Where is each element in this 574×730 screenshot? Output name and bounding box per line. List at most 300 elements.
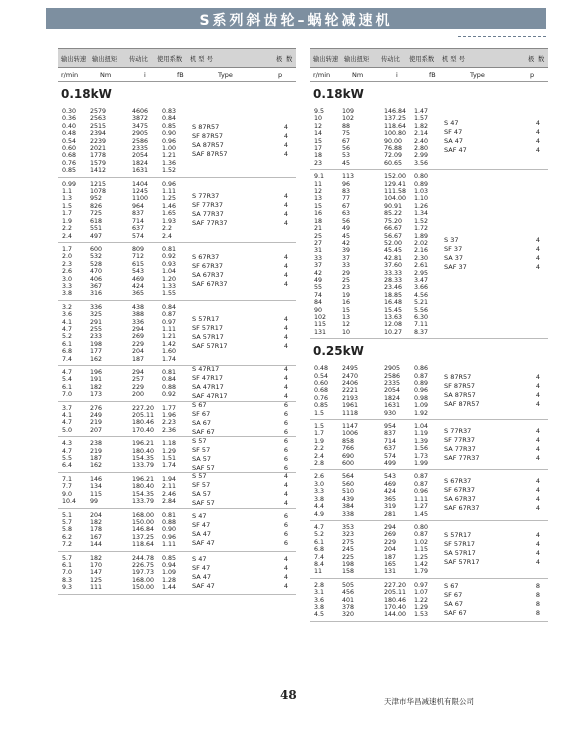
speed-value: 7.0 bbox=[62, 391, 73, 399]
service-factor-value: 0.84 bbox=[162, 303, 177, 311]
speed-value: 49 bbox=[314, 276, 323, 284]
table-group bbox=[58, 178, 296, 243]
model-type: SA 47R17 bbox=[192, 383, 224, 392]
service-factor-value: 1.18 bbox=[162, 440, 177, 448]
service-factor-value: 0.81 bbox=[162, 511, 177, 519]
service-factor-value: 1.04 bbox=[414, 423, 429, 431]
pole-count: 4 bbox=[283, 499, 288, 508]
service-factor-value: 1.52 bbox=[162, 167, 177, 175]
speed-column bbox=[310, 173, 342, 336]
pole-count: 4 bbox=[283, 218, 288, 227]
torque-value: 173 bbox=[90, 391, 103, 399]
speed-column bbox=[58, 476, 90, 506]
ratio-value: 23.46 bbox=[384, 284, 403, 292]
ratio-value: 543 bbox=[132, 268, 145, 276]
ratio-value: 33.33 bbox=[384, 269, 403, 277]
torque-value: 1006 bbox=[342, 430, 359, 438]
model-row bbox=[444, 128, 540, 137]
service-factor-value: 2.02 bbox=[414, 239, 429, 247]
model-type: SA 67 bbox=[192, 418, 212, 427]
model-type: SA 67R37 bbox=[444, 495, 476, 504]
model-type: SF 77R37 bbox=[444, 435, 475, 444]
ratio-value: 205.11 bbox=[132, 412, 155, 420]
service-factor-value: 1.89 bbox=[414, 232, 429, 240]
speed-value: 2.3 bbox=[62, 260, 73, 268]
speed-value: 3.2 bbox=[62, 303, 73, 311]
ratio-value: 615 bbox=[132, 260, 145, 268]
model-types bbox=[444, 470, 540, 519]
service-factor-value: 1.57 bbox=[414, 115, 429, 123]
speed-value: 8.4 bbox=[314, 560, 325, 568]
ratio-value: 637 bbox=[132, 225, 145, 233]
speed-value: 6.1 bbox=[62, 561, 73, 569]
table-group bbox=[310, 470, 548, 520]
speed-column bbox=[58, 405, 90, 435]
ratio-value: 196.21 bbox=[132, 440, 155, 448]
service-factor-value: 1.10 bbox=[414, 195, 429, 203]
ratio-value: 1100 bbox=[132, 195, 149, 203]
torque-value: 316 bbox=[90, 290, 103, 298]
torque-column bbox=[342, 524, 384, 576]
service-factor-value: 0.96 bbox=[162, 533, 177, 541]
speed-column bbox=[58, 512, 90, 549]
unit-poles: p bbox=[530, 71, 535, 79]
speed-value: 0.54 bbox=[62, 137, 77, 145]
torque-value: 49 bbox=[342, 225, 351, 233]
model-row bbox=[192, 383, 288, 392]
model-type: SA 47 bbox=[192, 572, 212, 581]
torque-value: 238 bbox=[90, 440, 103, 448]
ratio-value: 37.60 bbox=[384, 262, 403, 270]
model-row bbox=[192, 582, 288, 591]
torque-value: 505 bbox=[342, 581, 355, 589]
model-type: S 67 bbox=[192, 400, 207, 409]
service-factor-value: 1.77 bbox=[162, 404, 177, 412]
torque-value: 510 bbox=[342, 488, 355, 496]
torque-value: 826 bbox=[90, 202, 103, 210]
speed-value: 14 bbox=[314, 130, 323, 138]
torque-value: 618 bbox=[90, 217, 103, 225]
service-factor-value: 1.73 bbox=[414, 452, 429, 460]
service-factor-column bbox=[414, 108, 444, 167]
header-torque: 输出扭矩 bbox=[344, 56, 370, 63]
model-type: SAF 67R37 bbox=[192, 280, 228, 289]
ratio-value: 2905 bbox=[132, 130, 149, 138]
model-type: SF 67 bbox=[444, 590, 463, 599]
table-group bbox=[58, 402, 296, 438]
speed-value: 17 bbox=[314, 145, 323, 153]
speed-value: 4.7 bbox=[314, 523, 325, 531]
model-type: SAF 87R57 bbox=[444, 399, 480, 408]
header-torque: 输出扭矩 bbox=[92, 56, 118, 63]
pole-count: 4 bbox=[283, 581, 288, 590]
pole-count: 4 bbox=[535, 426, 540, 435]
ratio-value: 954 bbox=[384, 423, 397, 431]
speed-value: 4.1 bbox=[62, 318, 73, 326]
page-number: 48 bbox=[280, 688, 297, 702]
pole-count: 6 bbox=[283, 445, 288, 454]
ratio-value: 42.81 bbox=[384, 254, 403, 262]
torque-value: 766 bbox=[342, 445, 355, 453]
ratio-value: 2054 bbox=[384, 387, 401, 395]
speed-value: 3.8 bbox=[314, 495, 325, 503]
torque-value: 146 bbox=[90, 475, 103, 483]
model-type: SAF 67 bbox=[192, 427, 215, 436]
speed-value: 131 bbox=[314, 328, 327, 336]
speed-value: 10 bbox=[314, 115, 323, 123]
torque-value: 564 bbox=[342, 473, 355, 481]
ratio-column bbox=[132, 555, 162, 592]
model-type: SA 67R37 bbox=[192, 271, 224, 280]
service-factor-value: 1.39 bbox=[414, 437, 429, 445]
ratio-value: 964 bbox=[132, 202, 145, 210]
speed-value: 3.0 bbox=[314, 480, 325, 488]
service-factor-value: 2.14 bbox=[414, 130, 429, 138]
ratio-value: 1824 bbox=[132, 159, 149, 167]
model-types bbox=[192, 402, 288, 437]
speed-value: 21 bbox=[314, 225, 323, 233]
torque-value: 2470 bbox=[342, 372, 359, 380]
service-factor-value: 2.4 bbox=[162, 232, 173, 240]
service-factor-column bbox=[414, 524, 444, 576]
torque-column bbox=[90, 369, 132, 399]
speed-value: 42 bbox=[314, 269, 323, 277]
torque-column bbox=[90, 512, 132, 549]
speed-column bbox=[58, 440, 90, 470]
pole-count: 4 bbox=[283, 554, 288, 563]
ratio-value: 714 bbox=[132, 217, 145, 225]
model-row bbox=[444, 495, 540, 504]
torque-value: 2221 bbox=[342, 387, 359, 395]
ratio-value: 137.25 bbox=[132, 533, 155, 541]
speed-value: 7.4 bbox=[314, 553, 325, 561]
pole-count: 4 bbox=[535, 119, 540, 128]
speed-value: 3.6 bbox=[62, 311, 73, 319]
service-factor-value: 3.66 bbox=[414, 284, 429, 292]
speed-value: 5.7 bbox=[62, 518, 73, 526]
model-row bbox=[192, 564, 288, 573]
pole-count: 6 bbox=[283, 520, 288, 529]
torque-value: 497 bbox=[90, 232, 103, 240]
ratio-value: 229 bbox=[384, 538, 397, 546]
section-title: 0.18kW bbox=[313, 87, 364, 101]
service-factor-value: 5.56 bbox=[414, 306, 429, 314]
pole-count: 4 bbox=[283, 323, 288, 332]
model-row bbox=[192, 410, 288, 419]
service-factor-value: 1.96 bbox=[162, 412, 177, 420]
torque-value: 367 bbox=[90, 282, 103, 290]
model-type: S 57 bbox=[192, 436, 207, 445]
service-factor-value: 1.26 bbox=[414, 202, 429, 210]
speed-value: 8.3 bbox=[62, 576, 73, 584]
service-factor-value: 1.04 bbox=[162, 268, 177, 276]
pole-count: 4 bbox=[535, 399, 540, 408]
speed-value: 6.4 bbox=[62, 462, 73, 470]
service-factor-value: 0.97 bbox=[414, 581, 429, 589]
ratio-value: 269 bbox=[132, 333, 145, 341]
ratio-value: 187 bbox=[132, 355, 145, 363]
model-row bbox=[192, 365, 288, 374]
model-type: SF 47 bbox=[192, 520, 211, 529]
model-type: SAF 47R17 bbox=[192, 392, 228, 401]
ratio-value: 168.00 bbox=[132, 576, 155, 584]
torque-value: 170 bbox=[90, 561, 103, 569]
unit-service-factor: fB bbox=[429, 71, 436, 79]
model-types bbox=[192, 437, 288, 472]
service-factor-value: 0.96 bbox=[162, 180, 177, 188]
model-row bbox=[192, 512, 288, 521]
service-factor-value: 1.82 bbox=[414, 122, 429, 130]
ratio-value: 12.08 bbox=[384, 321, 403, 329]
speed-value: 3.6 bbox=[314, 596, 325, 604]
model-type: SF 37 bbox=[444, 245, 463, 254]
group-list bbox=[58, 105, 296, 595]
service-factor-column bbox=[162, 512, 192, 549]
service-factor-value: 1.56 bbox=[414, 445, 429, 453]
torque-value: 470 bbox=[90, 268, 103, 276]
ratio-value: 229 bbox=[132, 383, 145, 391]
speed-column bbox=[310, 582, 342, 619]
torque-value: 23 bbox=[342, 284, 351, 292]
speed-value: 0.60 bbox=[314, 380, 329, 387]
ratio-value: 205.11 bbox=[384, 589, 407, 597]
ratio-value: 574 bbox=[384, 452, 397, 460]
speed-value: 6.8 bbox=[314, 546, 325, 554]
service-factor-value: 1.52 bbox=[414, 217, 429, 225]
table-group bbox=[58, 105, 296, 178]
pole-count: 4 bbox=[535, 444, 540, 453]
ratio-value: 1245 bbox=[132, 188, 149, 196]
model-row bbox=[444, 373, 540, 382]
service-factor-value: 1.72 bbox=[414, 225, 429, 233]
speed-value: 16 bbox=[314, 210, 323, 218]
model-type: SA 47 bbox=[192, 529, 212, 538]
torque-column bbox=[90, 108, 132, 175]
banner-title: S系列斜齿轮–蜗轮减速机 bbox=[199, 13, 393, 29]
ratio-value: 2335 bbox=[384, 380, 401, 387]
speed-value: 4.3 bbox=[62, 440, 73, 448]
service-factor-value: 2.11 bbox=[162, 483, 177, 491]
table-units bbox=[58, 68, 296, 82]
service-factor-value: 1.65 bbox=[162, 210, 177, 218]
speed-value: 4.5 bbox=[314, 611, 325, 619]
service-factor-value: 2.46 bbox=[162, 490, 177, 498]
ratio-value: 75.20 bbox=[384, 217, 403, 225]
ratio-column bbox=[132, 304, 162, 363]
torque-value: 15 bbox=[342, 306, 351, 314]
service-factor-value: 1.33 bbox=[162, 282, 177, 290]
ratio-value: 131 bbox=[384, 568, 397, 576]
service-factor-value: 1.15 bbox=[414, 546, 429, 554]
model-row bbox=[444, 477, 540, 486]
pole-count: 4 bbox=[535, 504, 540, 513]
model-type: SF 87R57 bbox=[444, 381, 475, 390]
torque-value: 33 bbox=[342, 262, 351, 270]
model-row bbox=[192, 521, 288, 530]
service-factor-value: 2.16 bbox=[414, 247, 429, 255]
model-row bbox=[444, 436, 540, 445]
service-factor-value: 1.19 bbox=[414, 430, 429, 438]
service-factor-column bbox=[162, 555, 192, 592]
speed-value: 18 bbox=[314, 217, 323, 225]
model-types bbox=[444, 521, 540, 578]
speed-value: 3.3 bbox=[314, 488, 325, 496]
ratio-value: 438 bbox=[132, 303, 145, 311]
model-row bbox=[192, 123, 288, 132]
service-factor-column bbox=[162, 304, 192, 363]
speed-value: 4.1 bbox=[62, 412, 73, 420]
service-factor-value: 5.21 bbox=[414, 299, 429, 307]
header-model: 机 型 号 bbox=[190, 56, 213, 63]
service-factor-value: 0.87 bbox=[414, 372, 429, 380]
model-type: SF 47R17 bbox=[192, 374, 223, 383]
pole-count: 4 bbox=[283, 262, 288, 271]
ratio-value: 712 bbox=[132, 253, 145, 261]
unit-speed: r/min bbox=[61, 71, 79, 79]
speed-value: 0.60 bbox=[62, 145, 77, 153]
speed-value: 0.85 bbox=[314, 402, 329, 410]
torque-value: 77 bbox=[342, 195, 351, 203]
service-factor-value: 1.11 bbox=[162, 541, 177, 549]
pole-count: 4 bbox=[283, 572, 288, 581]
speed-column bbox=[310, 473, 342, 517]
speed-value: 6.1 bbox=[62, 383, 73, 391]
torque-column bbox=[90, 405, 132, 435]
ratio-value: 2335 bbox=[132, 145, 149, 153]
ratio-value: 365 bbox=[384, 495, 397, 503]
model-row bbox=[192, 490, 288, 499]
torque-value: 1215 bbox=[90, 180, 107, 188]
ratio-value: 3475 bbox=[132, 122, 149, 130]
speed-value: 5.2 bbox=[62, 333, 73, 341]
ratio-value: 13.63 bbox=[384, 313, 403, 321]
unit-type: Type bbox=[218, 71, 233, 79]
pole-count: 4 bbox=[283, 149, 288, 158]
ratio-value: 66.67 bbox=[384, 225, 403, 233]
model-types bbox=[192, 243, 288, 300]
ratio-value: 180.40 bbox=[132, 483, 155, 491]
model-row bbox=[444, 445, 540, 454]
speed-value: 0.76 bbox=[314, 394, 329, 402]
service-factor-value: 0.81 bbox=[162, 245, 177, 253]
torque-value: 13 bbox=[342, 313, 351, 321]
table-group bbox=[310, 170, 548, 339]
torque-value: 219 bbox=[90, 447, 103, 455]
pole-count: 6 bbox=[283, 436, 288, 445]
model-row bbox=[192, 315, 288, 324]
torque-value: 1078 bbox=[90, 188, 107, 196]
service-factor-value: 2.40 bbox=[414, 137, 429, 145]
table-group bbox=[58, 243, 296, 301]
service-factor-value: 0.96 bbox=[162, 137, 177, 145]
model-type: SAF 57 bbox=[192, 499, 215, 508]
torque-value: 560 bbox=[342, 480, 355, 488]
model-type: SA 87R57 bbox=[444, 390, 476, 399]
torque-value: 2406 bbox=[342, 380, 359, 387]
speed-value: 9.3 bbox=[62, 584, 73, 592]
pole-count: 4 bbox=[283, 209, 288, 218]
service-factor-value: 1.21 bbox=[162, 333, 177, 341]
speed-value: 7.2 bbox=[62, 541, 73, 549]
torque-value: 162 bbox=[90, 355, 103, 363]
model-row bbox=[192, 401, 288, 410]
ratio-value: 104.00 bbox=[384, 195, 407, 203]
pole-count: 4 bbox=[283, 280, 288, 289]
service-factor-value: 1.42 bbox=[162, 340, 177, 348]
service-factor-value: 1.03 bbox=[414, 188, 429, 196]
speed-value: 4.7 bbox=[62, 419, 73, 427]
speed-value: 1.9 bbox=[62, 217, 73, 225]
service-factor-value: 0.84 bbox=[162, 376, 177, 384]
model-type: S 57 bbox=[192, 472, 207, 481]
model-row bbox=[444, 582, 540, 591]
unit-torque: Nm bbox=[352, 71, 364, 79]
model-type: SF 87R57 bbox=[192, 131, 223, 140]
torque-value: 12 bbox=[342, 321, 351, 329]
service-factor-value: 1.51 bbox=[162, 455, 177, 463]
model-type: SF 47 bbox=[192, 563, 211, 572]
model-type: S 57R17 bbox=[444, 531, 472, 540]
model-type: S 67 bbox=[444, 581, 459, 590]
torque-value: 2515 bbox=[90, 122, 107, 130]
speed-column bbox=[310, 423, 342, 467]
speed-value: 3.7 bbox=[62, 404, 73, 412]
service-factor-value: 1.46 bbox=[162, 202, 177, 210]
torque-value: 109 bbox=[342, 108, 355, 115]
model-types bbox=[444, 579, 540, 621]
torque-value: 207 bbox=[90, 426, 103, 434]
model-row bbox=[192, 219, 288, 228]
table-group bbox=[58, 473, 296, 509]
torque-value: 102 bbox=[342, 115, 355, 123]
torque-value: 53 bbox=[342, 152, 351, 160]
speed-value: 6.1 bbox=[314, 538, 325, 546]
table-header bbox=[310, 48, 548, 68]
section-title-2: 0.25kW bbox=[313, 344, 364, 359]
torque-value: 115 bbox=[90, 490, 103, 498]
service-factor-column bbox=[162, 440, 192, 470]
speed-value: 1.9 bbox=[314, 437, 325, 445]
ratio-value: 180.46 bbox=[384, 596, 407, 604]
service-factor-value: 1.11 bbox=[162, 188, 177, 196]
pole-count: 4 bbox=[535, 128, 540, 137]
service-factor-value: 2.84 bbox=[162, 498, 177, 506]
pole-count: 4 bbox=[283, 131, 288, 140]
speed-value: 5.0 bbox=[62, 426, 73, 434]
speed-value: 4.7 bbox=[62, 369, 73, 376]
torque-value: 219 bbox=[90, 419, 103, 427]
service-factor-value: 1.99 bbox=[414, 460, 429, 468]
service-factor-value: 1.02 bbox=[414, 538, 429, 546]
ratio-column bbox=[132, 108, 162, 175]
ratio-value: 2586 bbox=[384, 372, 401, 380]
ratio-value: 154.35 bbox=[132, 455, 155, 463]
model-type: SAF 37 bbox=[444, 263, 467, 272]
ratio-value: 197.73 bbox=[132, 569, 155, 577]
ratio-value: 28.33 bbox=[384, 276, 403, 284]
ratio-value: 809 bbox=[132, 245, 145, 253]
speed-value: 3.3 bbox=[62, 282, 73, 290]
torque-value: 551 bbox=[90, 225, 103, 233]
service-factor-column bbox=[162, 246, 192, 298]
ratio-value: 165 bbox=[384, 560, 397, 568]
model-row bbox=[192, 324, 288, 333]
pole-count: 4 bbox=[535, 381, 540, 390]
torque-value: 198 bbox=[342, 560, 355, 568]
ratio-value: 637 bbox=[384, 445, 397, 453]
model-row bbox=[192, 271, 288, 280]
model-type: SA 57 bbox=[192, 454, 212, 463]
